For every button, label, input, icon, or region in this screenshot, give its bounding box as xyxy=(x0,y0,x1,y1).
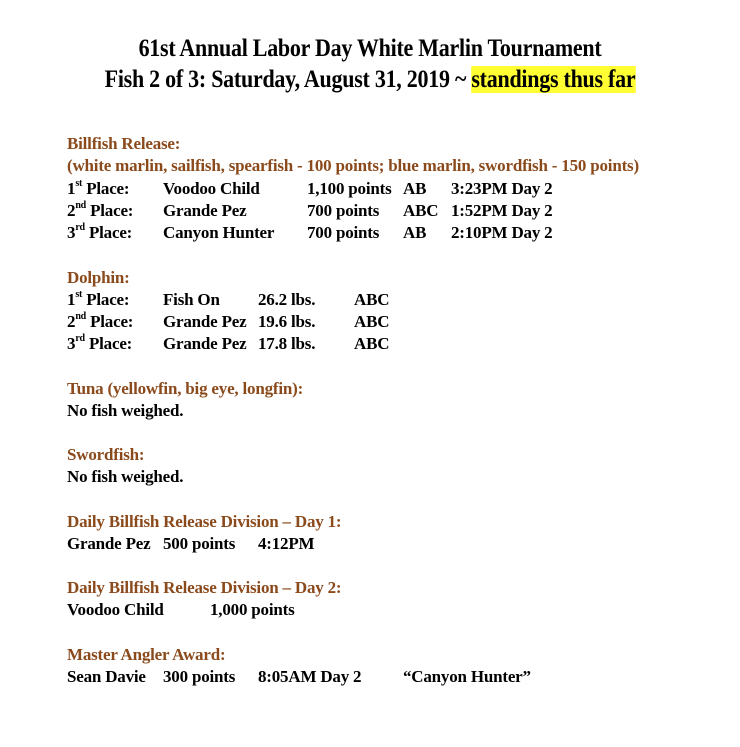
code: ABC xyxy=(354,290,390,309)
swordfish-text: No fish weighed. xyxy=(67,467,184,486)
boat-name: Grande Pez xyxy=(67,534,151,553)
weight: 26.2 lbs. xyxy=(258,290,316,309)
tuna-heading: Tuna (yellowfin, big eye, longfin): xyxy=(67,379,304,398)
boat-name: Voodoo Child xyxy=(67,600,164,619)
tuna-text: No fish weighed. xyxy=(67,401,184,420)
master-angler-heading: Master Angler Award: xyxy=(67,645,226,664)
boat-name: Fish On xyxy=(163,290,220,309)
page-subtitle xyxy=(44,66,695,94)
time: 4:12PM xyxy=(258,534,315,553)
code: ABC xyxy=(403,201,439,220)
place-label: 2nd Place: xyxy=(67,200,134,220)
points: 700 points xyxy=(307,223,380,242)
place-label: 2nd Place: xyxy=(67,311,134,331)
points: 500 points xyxy=(163,534,236,553)
boat-name: Grande Pez xyxy=(163,334,247,353)
code: AB xyxy=(403,179,427,198)
boat-name: Grande Pez xyxy=(163,312,247,331)
subtitle-highlight: standings thus far xyxy=(471,66,636,93)
time: 8:05AM Day 2 xyxy=(258,667,362,686)
dolphin-heading: Dolphin: xyxy=(67,268,130,287)
subtitle-date: Fish 2 of 3: Saturday, August 31, 2019 ~ xyxy=(104,66,472,93)
angler-name: Sean Davie xyxy=(67,667,146,686)
place-label: 1st Place: xyxy=(67,289,130,309)
daily-day1-heading: Daily Billfish Release Division – Day 1: xyxy=(67,512,342,531)
place-label: 3rd Place: xyxy=(67,333,133,353)
boat-name: Canyon Hunter xyxy=(163,223,275,242)
place-label: 1st Place: xyxy=(67,178,130,198)
place-label: 3rd Place: xyxy=(67,222,133,242)
points: 300 points xyxy=(163,667,236,686)
billfish-subheading: (white marlin, sailfish, spearfish - 100 points; blue marlin, swordfish - 150 points) xyxy=(67,156,639,175)
billfish-heading: Billfish Release: xyxy=(67,134,181,153)
weight: 19.6 lbs. xyxy=(258,312,316,331)
daily-day2-heading: Daily Billfish Release Division – Day 2: xyxy=(67,578,342,597)
code: ABC xyxy=(354,312,390,331)
boat-name: Voodoo Child xyxy=(163,179,260,198)
time: 2:10PM Day 2 xyxy=(451,223,553,242)
time: 3:23PM Day 2 xyxy=(451,179,553,198)
boat-name: Grande Pez xyxy=(163,201,247,220)
swordfish-heading: Swordfish: xyxy=(67,445,145,464)
boat-name: “Canyon Hunter” xyxy=(403,667,531,686)
points: 1,000 points xyxy=(210,600,295,619)
points: 1,100 points xyxy=(307,179,392,198)
weight: 17.8 lbs. xyxy=(258,334,316,353)
page-title: 61st Annual Labor Day White Marlin Tournament xyxy=(138,35,602,62)
code: ABC xyxy=(354,334,390,353)
code: AB xyxy=(403,223,427,242)
points: 700 points xyxy=(307,201,380,220)
time: 1:52PM Day 2 xyxy=(451,201,553,220)
